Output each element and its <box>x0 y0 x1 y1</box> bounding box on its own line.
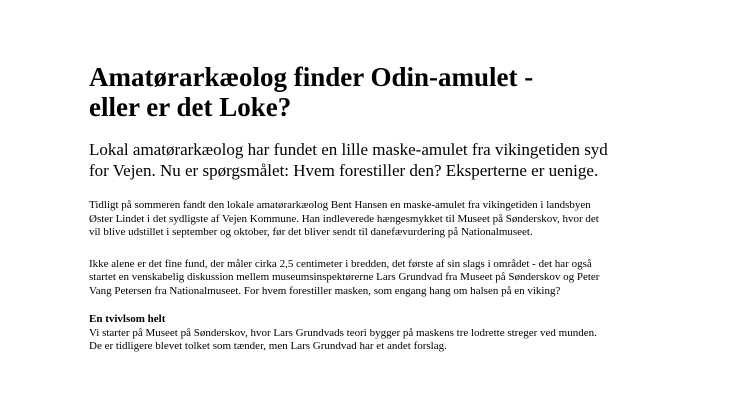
article-lead: Lokal amatørarkæolog har fundet en lille maske-amulet fra vikingetiden syd for Vejen. Nu er spørgsmålet: Hvem forestiller den? Eksperterne er uenige. <box>89 140 608 180</box>
section-subheading: En tvivlsom helt <box>89 313 166 325</box>
article <box>89 62 689 354</box>
body-paragraph-3: Vi starter på Museet på Sønderskov, hvor Lars Grundvads teori bygger på maskens tre lodrette streger ved munden. De er tidligere blevet tolket som tænder, men Lars Grundvad har et andet forslag. <box>89 326 597 352</box>
body-paragraph-1: Tidligt på sommeren fandt den lokale amatørarkæolog Bent Hansen en maske-amulet fra vikingetiden i landsbyen Øster Lindet i det sydligste af Vejen Kommune. Han indleverede hængesmykket til Museet på Sønderskov, hvor det vil blive udstillet i september og oktober, før det bliver sendt til danefævurdering på Nationalmuseet. <box>89 199 599 238</box>
article-headline: Amatørarkæolog finder Odin-amulet - eller er det Loke? <box>89 62 534 122</box>
body-paragraph-2: Ikke alene er det fine fund, der måler cirka 2,5 centimeter i bredden, det første af sin slags i området - det har også startet en venskabelig diskussion mellem museumsinspektørerne Lars Grundvad fra Museet på Sønderskov og Peter Vang Petersen fra Nationalmuseet. For hvem forestiller masken, som engang hang om halsen på en viking? <box>89 257 600 297</box>
